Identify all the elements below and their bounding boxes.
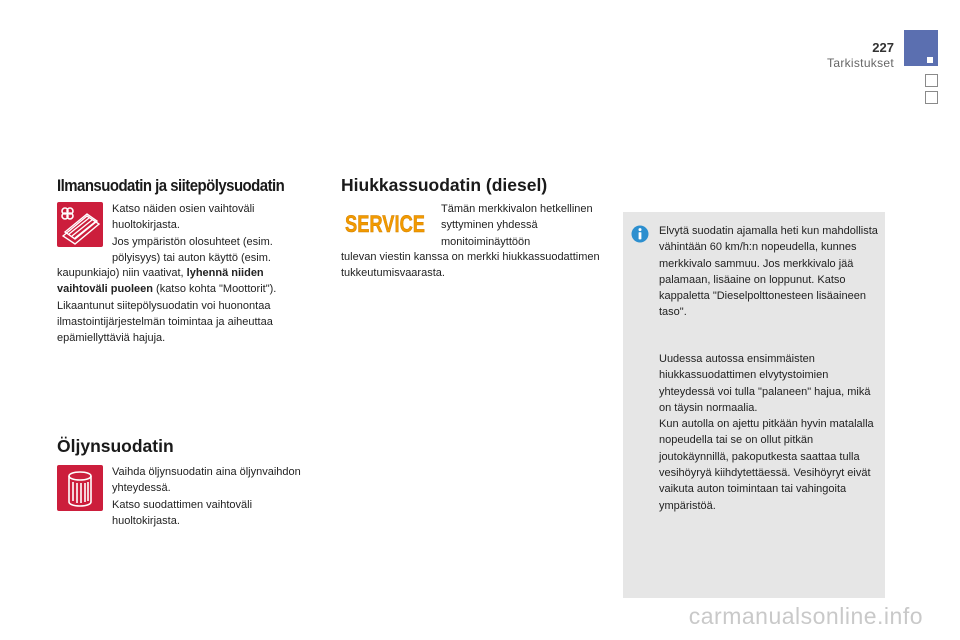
air-filter-heading: Ilmansuodatin ja siitepölysuodatin: [57, 176, 285, 195]
oil-filter-icon: [57, 465, 103, 511]
air-filter-intro-text: Katso näiden osien vaihtoväli huoltokirjasta. Jos ympäristön olosuhteet (esim. pölyisyys) tai auton käyttö (esim.: [112, 203, 273, 264]
oil-filter-heading: Öljynsuodatin: [57, 436, 174, 456]
air-filter-icon: [57, 202, 103, 247]
air-filter-body-emphasis: lyhennä niiden vaihtoväli puoleen: [57, 267, 264, 296]
watermark: carmanualsonline.info: [688, 603, 923, 629]
service-warning-icon: [342, 205, 428, 239]
service-warning-label: SERVICE: [345, 211, 425, 238]
chapter-tab-box: [925, 74, 938, 87]
air-filter-body-end: (katso kohta "Moottorit"). Likaantunut siitepölysuodatin voi huonontaa ilmastointijärjestelmän toimintaa ja aiheuttaa epämiellyttäviä hajuja.: [57, 283, 277, 345]
info-icon: [631, 225, 649, 243]
diesel-filter-heading: Hiukkassuodatin (diesel): [341, 175, 548, 195]
air-filter-body-start: kaupunkiajo) niin vaativat,: [57, 267, 187, 279]
chapter-tab-box: [925, 91, 938, 104]
page-number: 227: [872, 40, 894, 55]
diesel-filter-intro-text: Tämän merkkivalon hetkellinen syttyminen yhdessä monitoiminäyttöön: [441, 203, 593, 248]
info-paragraph-regeneration: Elvytä suodatin ajamalla heti kun mahdollista vähintään 60 km/h:n nopeudella, kunnes merkkivalo sammuu. Jos merkkivalo jää palamaan, lisäaine on loppunut. Katso kappaletta "Dieselpolttonesteen lisäaineen taso".: [659, 225, 878, 319]
info-paragraph-new-vehicle: Uudessa autossa ensimmäisten hiukkassuodattimen elvytystoimien yhteydessä voi tulla "palaneen" hajua, mikä on täysin normaalia. Kun autolla on ajettu pitkään hyvin matalalla nopeudella tai se on ollut pitkän joutokäynnillä, pakoputkesta saattaa tulla vesihöyryä kiihdytettäessä. Vesihöyryt eivät vaikuta auton toimintaan tai vahingoita ympäristöä.: [659, 353, 874, 512]
chapter-tab-dot: [927, 57, 933, 63]
oil-filter-text: Vaihda öljynsuodatin aina öljynvaihdon yhteydessä. Katso suodattimen vaihtoväli huoltokirjasta.: [112, 466, 301, 527]
section-title: Tarkistukset: [827, 56, 894, 70]
diesel-filter-body-text: tulevan viestin kanssa on merkki hiukkassuodattimen tukkeutumisvaarasta.: [341, 251, 600, 280]
air-filter-body-text: [57, 265, 313, 346]
